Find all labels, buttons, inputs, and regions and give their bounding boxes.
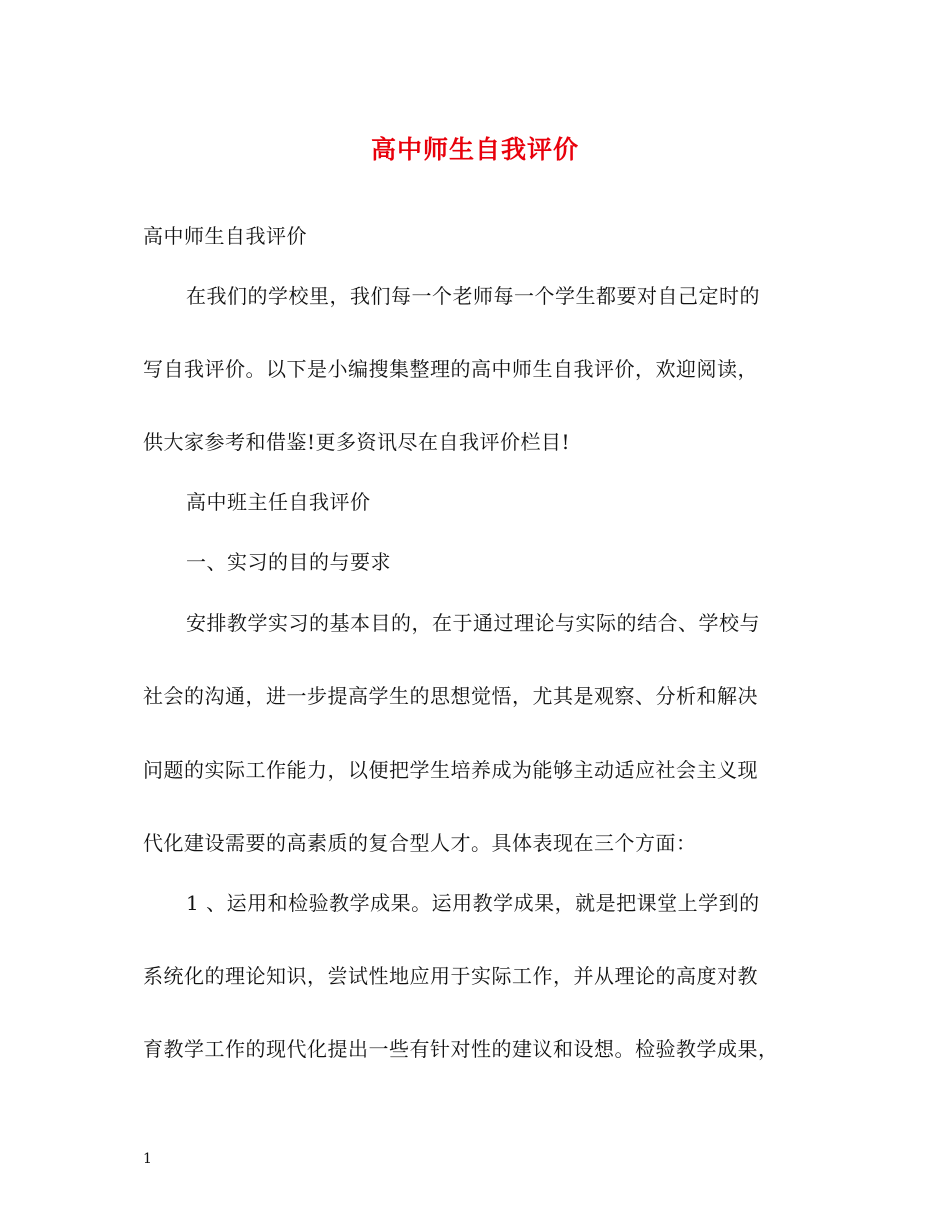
page-number: 1 [143,1151,152,1167]
paragraph-line: 供大家参考和借鉴!更多资讯尽在自我评价栏目! [143,430,571,454]
paragraph-line: 系统化的理论知识，尝试性地应用于实际工作，并从理论的高度对教 [143,964,758,988]
paragraph-line: 育教学工作的现代化提出一些有针对性的建议和设想。检验教学成果， [143,1037,779,1061]
paragraph-line: 写自我评价。以下是小编搜集整理的高中师生自我评价，欢迎阅读， [143,357,758,381]
document-title: 高中师生自我评价 [370,135,579,164]
paragraph-line: 安排教学实习的基本目的，在于通过理论与实际的结合、学校与 [186,611,760,635]
paragraph-line: 社会的沟通，进一步提高学生的思想觉悟，尤其是观察、分析和解决 [143,684,758,708]
paragraph-line: 在我们的学校里，我们每一个老师每一个学生都要对自己定时的 [186,284,760,308]
section-heading: 一、实习的目的与要求 [186,550,391,574]
paragraph-line: 代化建设需要的高素质的复合型人才。具体表现在三个方面： [143,831,697,855]
paragraph-line: 1 、运用和检验教学成果。运用教学成果，就是把课堂上学到的 [186,891,760,915]
subheading: 高中师生自我评价 [143,224,307,248]
paragraph-line: 问题的实际工作能力，以便把学生培养成为能够主动适应社会主义现 [143,758,758,782]
section-heading: 高中班主任自我评价 [186,490,371,514]
